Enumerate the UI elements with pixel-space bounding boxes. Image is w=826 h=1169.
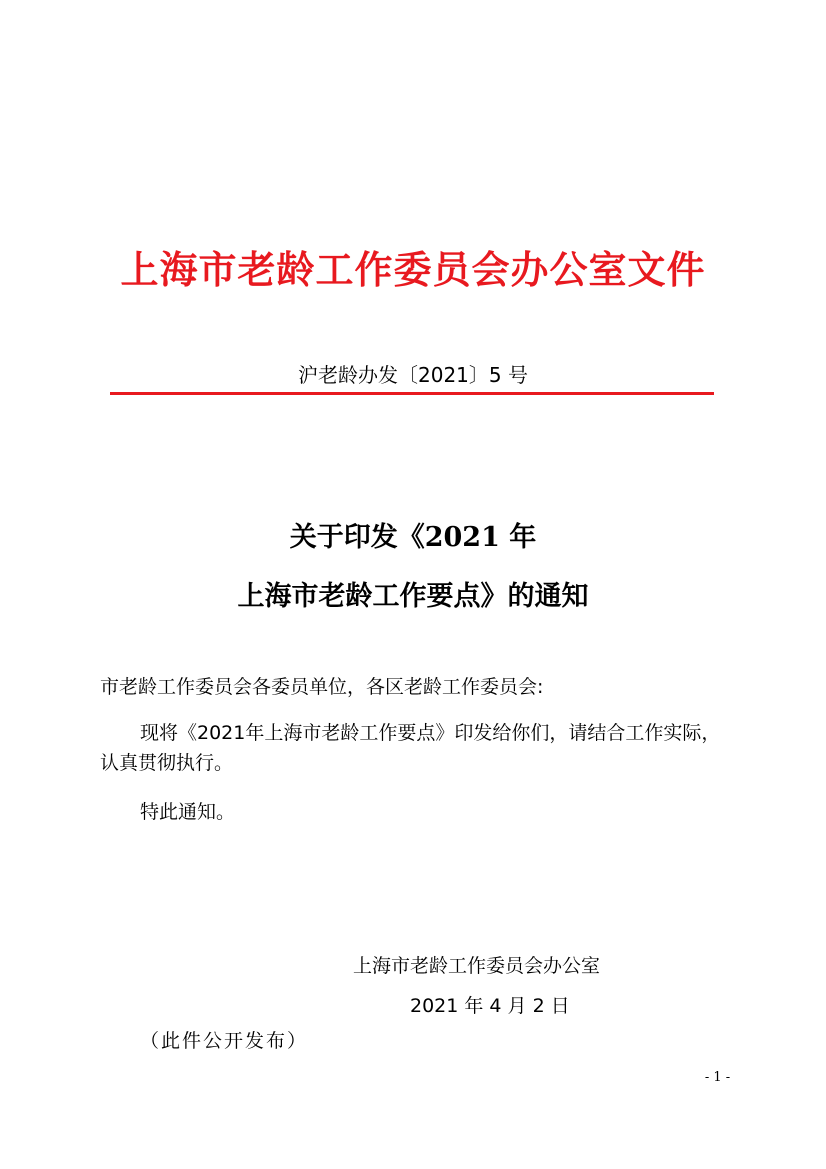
- red-divider-line: [110, 392, 714, 395]
- signature-date: 2021 年 4 月 2 日: [410, 995, 570, 1017]
- salutation: 市老龄工作委员会各委员单位，各区老龄工作委员会:: [100, 676, 544, 698]
- document-number: 沪老龄办发〔2021〕5 号: [298, 363, 528, 387]
- document-header-title: 上海市老龄工作委员会办公室文件: [120, 247, 706, 292]
- notice-title-line-2: 上海市老龄工作要点》的通知: [237, 581, 589, 612]
- closing-remark: 特此通知。: [140, 801, 236, 823]
- publication-note: （此件公开发布）: [140, 1030, 309, 1052]
- signature-organization: 上海市老龄工作委员会办公室: [353, 955, 601, 977]
- page-number: - 1 -: [704, 1070, 731, 1085]
- body-paragraph: 现将《2021年上海市老龄工作要点》印发给你们，请结合工作实际，认真贯彻执行。: [100, 722, 721, 774]
- notice-title-line-1: 关于印发《2021 年: [289, 522, 537, 553]
